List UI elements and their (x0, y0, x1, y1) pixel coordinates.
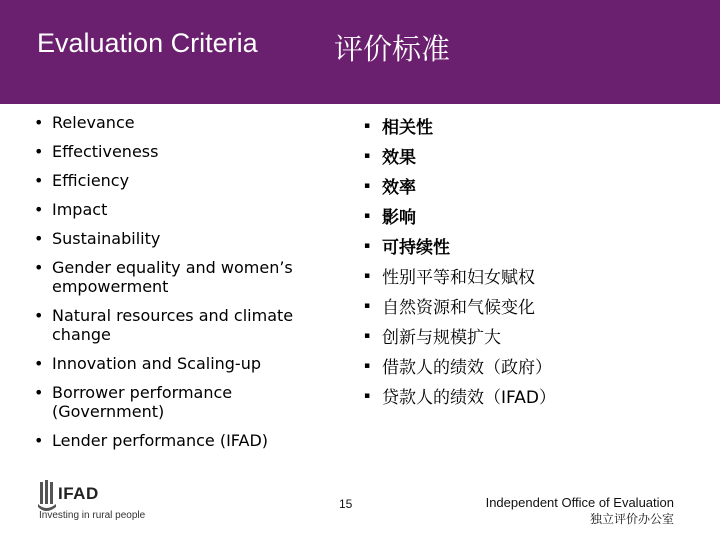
list-item: • Efficiency (32, 171, 332, 190)
page-number: 15 (339, 497, 353, 511)
list-item: ▪ 可持续性 (362, 233, 682, 263)
list-item: • Gender equality and women’s empowerment (32, 258, 332, 296)
list-item: • Effectiveness (32, 142, 332, 161)
list-item: ▪ 创新与规模扩大 (362, 323, 682, 353)
list-item: • Impact (32, 200, 332, 219)
list-item: ▪ 自然资源和气候变化 (362, 293, 682, 323)
office-name-chinese: 独立评价办公室 (589, 512, 674, 526)
list-item: ▪ 效果 (362, 143, 682, 173)
list-item: • Natural resources and climate change (32, 306, 332, 344)
list-item: ▪ 相关性 (362, 113, 682, 143)
list-item: ▪ 影响 (362, 203, 682, 233)
list-item: ▪ 借款人的绩效（政府） (362, 353, 682, 383)
list-item: • Lender performance (IFAD) (32, 431, 332, 450)
list-item: ▪ 性别平等和妇女赋权 (362, 263, 682, 293)
slide-title-chinese: 评价标准 (334, 32, 451, 66)
logo-tagline: Investing in rural people (39, 510, 146, 521)
list-item: ▪ 效率 (362, 173, 682, 203)
list-item: • Borrower performance (Government) (32, 383, 332, 421)
list-item: • Innovation and Scaling-up (32, 354, 332, 373)
slide-title-english: Evaluation Criteria (37, 28, 258, 58)
list-item: • Sustainability (32, 229, 332, 248)
criteria-list-english (32, 113, 332, 460)
ifad-logo-text: IFAD (58, 484, 99, 503)
list-item: ▪ 贷款人的绩效（IFAD） (362, 383, 682, 413)
criteria-list-chinese (362, 113, 682, 413)
office-label (486, 494, 674, 528)
title-bar (0, 0, 720, 104)
office-name-english: Independent Office of Evaluation (485, 495, 674, 510)
list-item: • Relevance (32, 113, 332, 132)
